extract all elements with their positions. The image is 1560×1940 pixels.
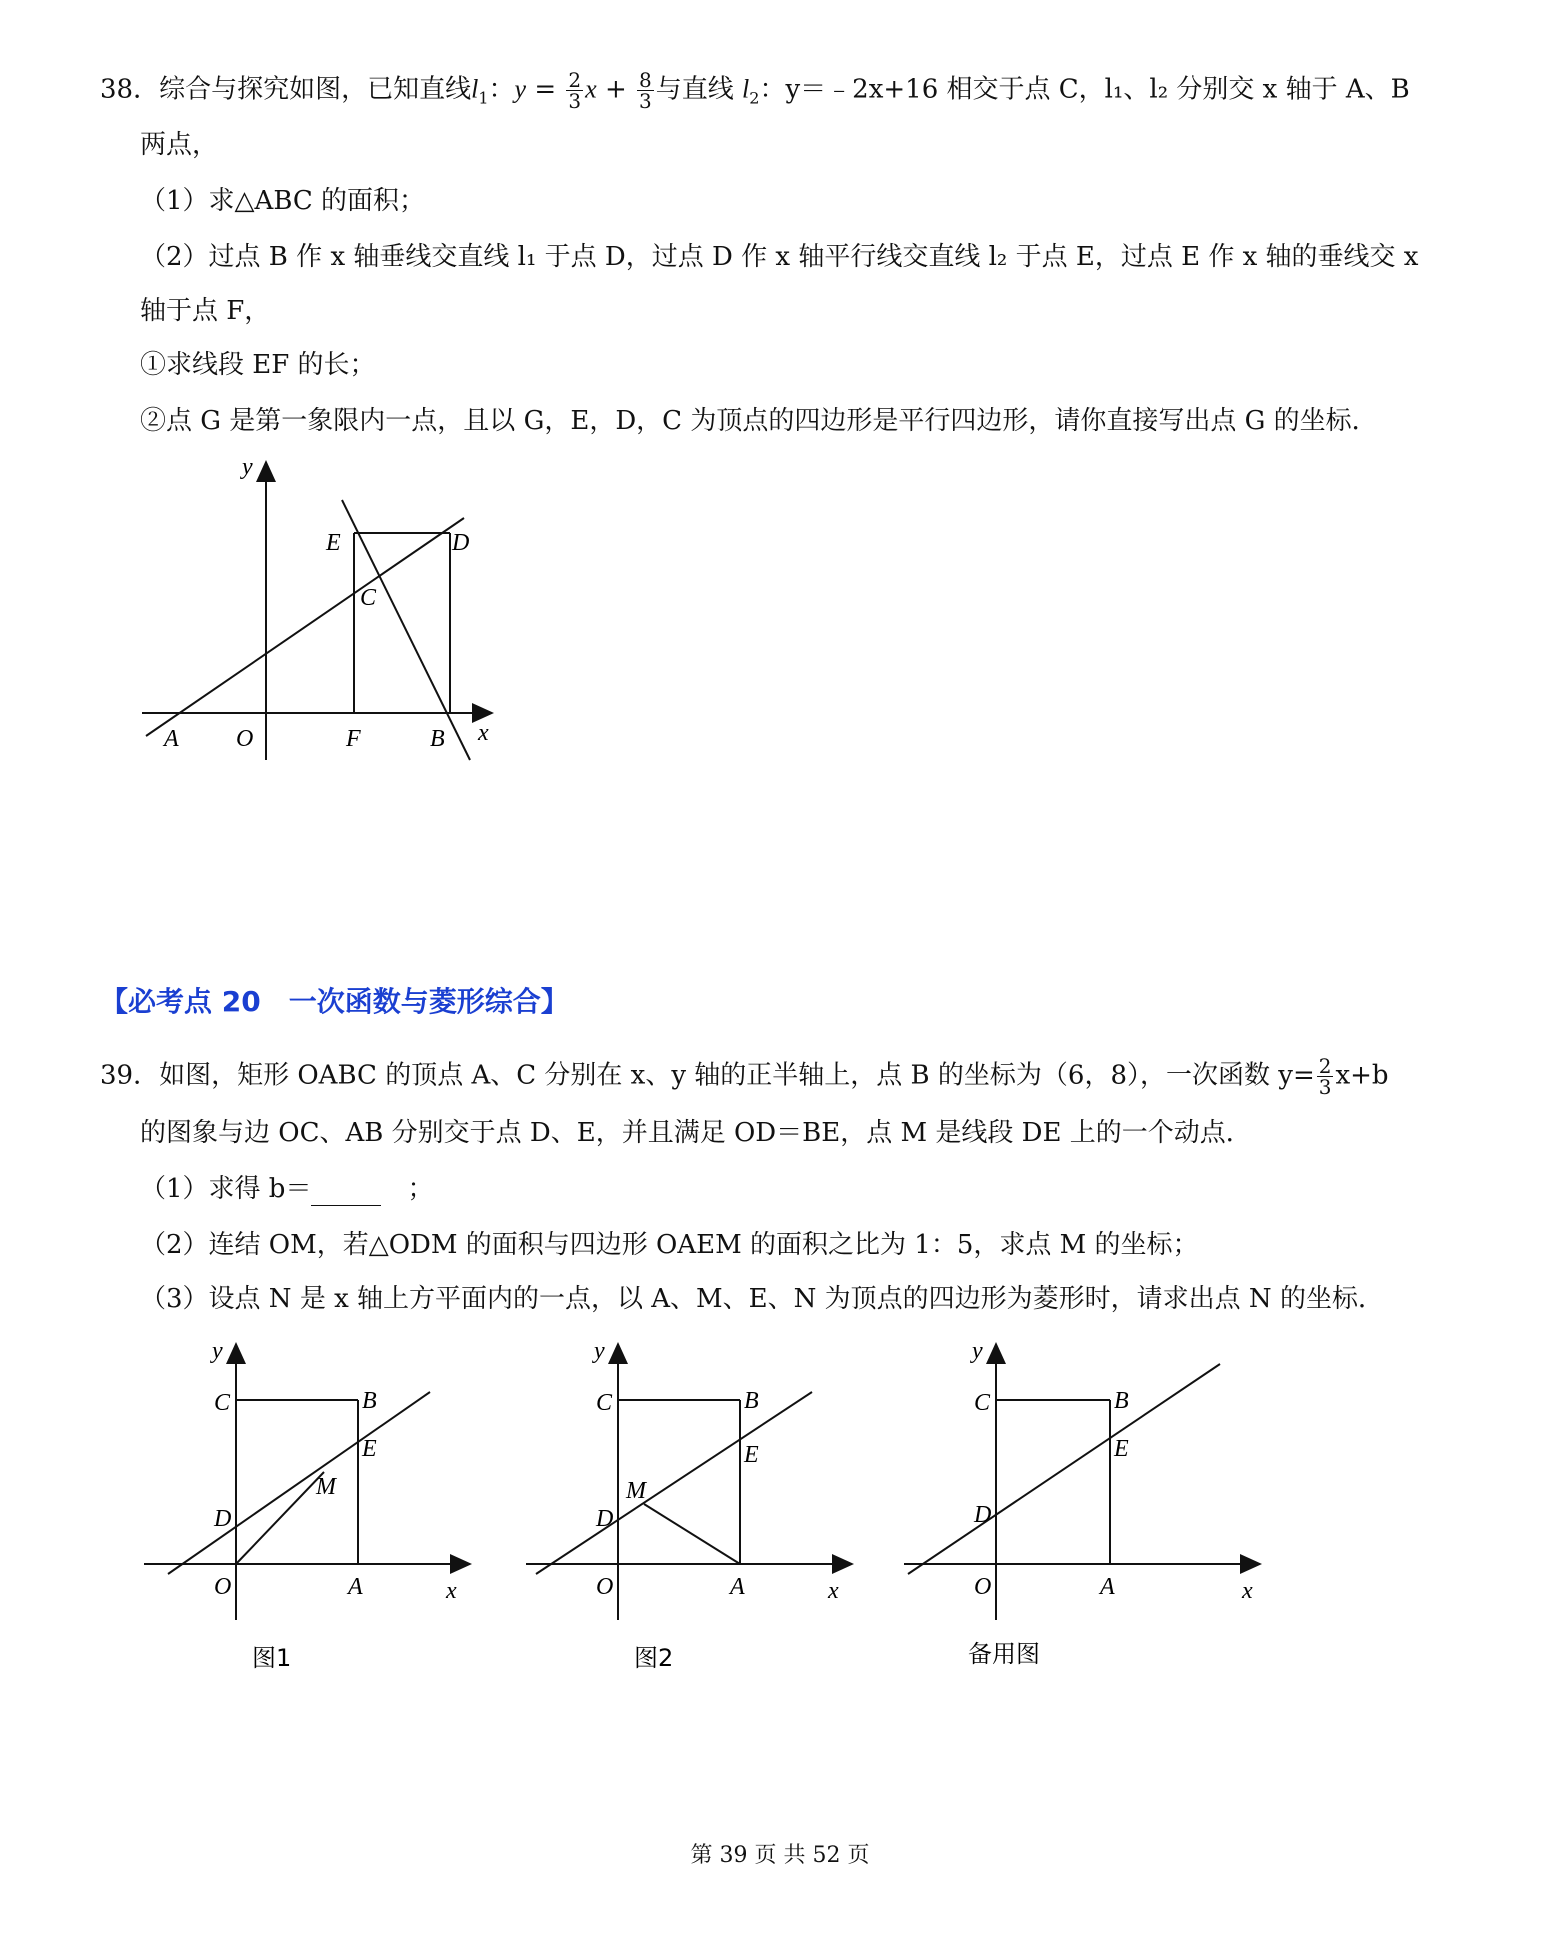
label-e: E: [744, 1442, 759, 1468]
label-f: F: [346, 726, 361, 752]
label-b: B: [744, 1388, 759, 1414]
line-de: [168, 1392, 430, 1574]
q39-line2: 的图象与边 OC、AB 分别交于点 D、E，并且满足 OD＝BE，点 M 是线段 DE 上的一个动点．: [140, 1118, 1252, 1148]
q38-text-eq2: y＝﹣2x+16 相交于点 C，l₁、l₂ 分别交 x 轴于 A、B: [785, 74, 1410, 105]
l2-subscript: 2: [749, 88, 760, 108]
q39-part2: （2）连结 OM，若△ODM 的面积与四边形 OAEM 的面积之比为 1：5，求点 M 的坐标；: [140, 1230, 1199, 1260]
label-b: B: [1114, 1388, 1129, 1414]
label-d: D: [974, 1502, 992, 1528]
fraction-2-3: [1317, 1056, 1334, 1097]
label-y: y: [972, 1338, 983, 1364]
eq-plus: +: [596, 74, 636, 105]
figure-spare-caption: 备用图: [968, 1640, 1040, 1668]
q38-line2: 两点，: [140, 130, 219, 160]
q38-number: 38．: [100, 74, 160, 105]
label-o: O: [214, 1574, 232, 1600]
label-m: M: [316, 1474, 336, 1500]
l1-subscript: 1: [478, 88, 489, 108]
q39-line1: [100, 1056, 1389, 1097]
q39-figure-spare: [900, 1330, 1280, 1680]
line-de: [536, 1392, 812, 1574]
q39-figure-2: [522, 1330, 862, 1680]
figure-2-caption: 图2: [634, 1644, 674, 1672]
q38-text: 综合与探究如图，已知直线: [159, 74, 472, 105]
q39-part1: [140, 1172, 433, 1206]
fraction-denominator: 3: [639, 89, 652, 113]
q38-line1: [100, 70, 1410, 116]
label-x: x: [828, 1578, 839, 1604]
fraction-2-3: [566, 70, 583, 111]
label-y: y: [594, 1338, 605, 1364]
fraction-8-3: [637, 70, 654, 111]
figure-1-caption: 图1: [252, 1644, 292, 1672]
label-b: B: [362, 1388, 377, 1414]
label-o: O: [974, 1574, 992, 1600]
fraction-numerator: 8: [639, 68, 652, 92]
q38-part1: （1）求△ABC 的面积；: [140, 186, 426, 216]
section-title: 【必考点 20 一次函数与菱形综合】: [100, 985, 569, 1018]
l2-label: l: [742, 74, 750, 104]
label-y: y: [242, 454, 253, 480]
label-x: x: [446, 1578, 457, 1604]
q39-text: 39．如图，矩形 OABC 的顶点 A、C 分别在 x、y 轴的正半轴上，点 B 的坐标为（6，8），一次函数 y=: [100, 1060, 1315, 1091]
q38-sub1: ①求线段 EF 的长；: [140, 350, 376, 380]
label-c: C: [974, 1390, 991, 1416]
eq-x: x: [585, 74, 597, 104]
answer-blank[interactable]: [311, 1181, 381, 1206]
q38-part2a: （2）过点 B 作 x 轴垂线交直线 l₁ 于点 D，过点 D 作 x 轴平行线交直线 l₂ 于点 E，过点 E 作 x 轴的垂线交 x: [140, 242, 1419, 272]
q39-part3: （3）设点 N 是 x 轴上方平面内的一点，以 A、M、E、N 为顶点的四边形为菱形时，请求出点 N 的坐标．: [140, 1284, 1384, 1314]
label-a: A: [348, 1574, 363, 1600]
label-d: D: [596, 1506, 614, 1532]
q39-part1-text: （1）求得 b＝: [140, 1174, 312, 1204]
line-l1: [146, 518, 464, 736]
label-c: C: [596, 1390, 613, 1416]
label-e: E: [326, 530, 341, 556]
q38-sub2: ②点 G 是第一象限内一点，且以 G，E，D，C 为顶点的四边形是平行四边形，请你直接写出点 G 的坐标．: [140, 406, 1378, 436]
label-x: x: [478, 720, 489, 746]
label-c: C: [214, 1390, 231, 1416]
label-y: y: [212, 1338, 223, 1364]
label-x: x: [1242, 1578, 1253, 1604]
label-a: A: [730, 1574, 745, 1600]
q39-text-post: x+b: [1335, 1060, 1389, 1091]
q39-part1-end: ；: [381, 1174, 434, 1204]
label-d: D: [214, 1506, 232, 1532]
label-e: E: [1114, 1436, 1129, 1462]
fraction-numerator: 2: [1318, 1054, 1332, 1078]
l1-label: l: [471, 74, 479, 104]
label-o: O: [236, 726, 254, 752]
fraction-denominator: 3: [1318, 1075, 1332, 1099]
label-o: O: [596, 1574, 614, 1600]
label-d: D: [452, 530, 470, 556]
q38-figure: [140, 450, 500, 770]
eq-equals: =: [526, 74, 565, 105]
eq-y: y: [514, 74, 527, 104]
q38-text-mid: 与直线: [655, 74, 743, 105]
label-b: B: [430, 726, 445, 752]
label-c: C: [360, 585, 377, 611]
label-a: A: [1100, 1574, 1115, 1600]
line-de: [908, 1364, 1220, 1574]
q39-figure-1: [140, 1330, 480, 1680]
label-e: E: [362, 1436, 377, 1462]
label-a: A: [164, 726, 179, 752]
segment-ma: [644, 1504, 740, 1564]
colon: ：: [759, 74, 786, 105]
fraction-numerator: 2: [568, 68, 582, 92]
label-m: M: [626, 1478, 646, 1504]
page-footer: 第 39 页 共 52 页: [690, 1843, 870, 1868]
q38-part2b: 轴于点 F，: [140, 296, 271, 326]
colon: ：: [488, 74, 515, 105]
fraction-denominator: 3: [568, 89, 582, 113]
